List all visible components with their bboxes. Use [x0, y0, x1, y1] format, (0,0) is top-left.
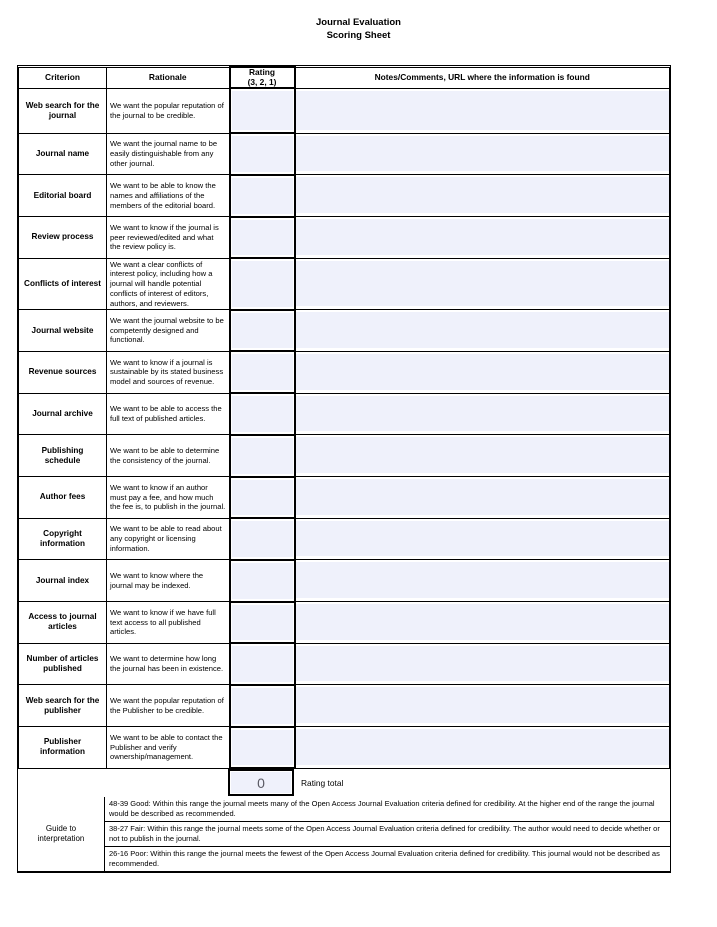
rationale-cell: We want to determine how long the journal has been in existence. [107, 643, 230, 685]
rating-input[interactable] [232, 178, 293, 214]
notes-cell [295, 88, 670, 133]
rationale-cell: We want to know where the journal may be indexed. [107, 560, 230, 602]
rating-cell [230, 518, 295, 560]
notes-cell [295, 310, 670, 352]
criterion-cell: Journal archive [19, 393, 107, 435]
rating-input[interactable] [232, 730, 293, 766]
criterion-cell: Conflicts of interest [19, 258, 107, 310]
guide-items [105, 797, 670, 870]
guide-item-poor [105, 846, 670, 871]
table-row [19, 88, 670, 133]
rating-cell [230, 175, 295, 217]
notes-input[interactable] [296, 562, 670, 598]
rationale-cell: We want the journal name to be easily distinguishable from any other journal. [107, 133, 230, 175]
notes-cell [295, 133, 670, 175]
rationale-cell: We want to be able to access the full text of published articles. [107, 393, 230, 435]
rationale-cell: We want the popular reputation of the journal to be credible. [107, 88, 230, 133]
rating-input[interactable] [232, 480, 293, 516]
evaluation-table [18, 66, 670, 769]
header-row [19, 67, 670, 88]
notes-cell [295, 602, 670, 644]
criterion-cell: Web search for the publisher [19, 685, 107, 727]
rating-input[interactable] [232, 220, 293, 256]
header-notes: Notes/Comments, URL where the information is found [295, 67, 670, 88]
evaluation-sheet [17, 65, 671, 873]
criterion-cell: Publishing schedule [19, 435, 107, 477]
rationale-cell: We want to be able to contact the Publisher and verify ownership/management. [107, 727, 230, 769]
rationale-cell: We want the journal website to be competently designed and functional. [107, 310, 230, 352]
table-row [19, 310, 670, 352]
page-title [0, 17, 717, 42]
notes-cell [295, 175, 670, 217]
criterion-cell: Copyright information [19, 518, 107, 560]
notes-cell [295, 643, 670, 685]
rating-total-value: 0 [257, 774, 265, 791]
rating-input[interactable] [232, 438, 293, 474]
notes-cell [295, 560, 670, 602]
rating-cell [230, 685, 295, 727]
table-row [19, 217, 670, 259]
notes-cell [295, 393, 670, 435]
rating-cell [230, 435, 295, 477]
notes-input[interactable] [296, 177, 670, 213]
notes-input[interactable] [296, 136, 670, 172]
rating-cell [230, 602, 295, 644]
guide-item-fair [105, 821, 670, 846]
rationale-cell: We want a clear conflicts of interest policy, including how a journal will handle potential conflicts of interest of editors, authors, and reviewers. [107, 258, 230, 310]
criterion-cell: Editorial board [19, 175, 107, 217]
rating-cell [230, 217, 295, 259]
rationale-cell: We want to know if the journal is peer reviewed/edited and what the review policy is. [107, 217, 230, 259]
rating-cell [230, 88, 295, 133]
notes-input[interactable] [296, 219, 670, 255]
notes-cell [295, 435, 670, 477]
notes-cell [295, 258, 670, 310]
rating-cell [230, 560, 295, 602]
rating-input[interactable] [232, 521, 293, 557]
guide-label: Guide to interpretation [18, 797, 105, 870]
rating-input[interactable] [232, 354, 293, 390]
rationale-cell: We want to be able to read about any copyright or licensing information. [107, 518, 230, 560]
header-rating-line1: Rating [248, 67, 276, 77]
notes-cell [295, 351, 670, 393]
criterion-cell: Access to journal articles [19, 602, 107, 644]
criterion-cell: Journal index [19, 560, 107, 602]
rating-cell [230, 133, 295, 175]
guide-item-good-text: 48-39 Good: Within this range the journal meets many of the Open Access Journal Evaluation criteria defined for credibility. At the higher end of the range the journal would be described as recommended. [109, 799, 655, 819]
rationale-cell: We want to be able to determine the consistency of the journal. [107, 435, 230, 477]
criterion-cell: Revenue sources [19, 351, 107, 393]
notes-cell [295, 477, 670, 519]
rationale-cell: We want the popular reputation of the Publisher to be credible. [107, 685, 230, 727]
notes-input[interactable] [296, 604, 670, 640]
rating-input[interactable] [232, 646, 293, 682]
guide-section [18, 797, 670, 870]
rating-input[interactable] [232, 91, 293, 130]
criterion-cell: Web search for the journal [19, 88, 107, 133]
rating-cell [230, 393, 295, 435]
criterion-cell: Author fees [19, 477, 107, 519]
table-row [19, 685, 670, 727]
notes-input[interactable] [296, 91, 670, 130]
notes-input[interactable] [296, 396, 670, 432]
rating-input[interactable] [232, 313, 293, 349]
rating-input[interactable] [232, 136, 293, 172]
rating-input[interactable] [232, 396, 293, 432]
rating-input[interactable] [232, 688, 293, 724]
header-rationale: Rationale [107, 67, 230, 88]
header-criterion: Criterion [19, 67, 107, 88]
table-row [19, 727, 670, 769]
rating-input[interactable] [232, 261, 293, 307]
criterion-cell: Journal website [19, 310, 107, 352]
rating-cell [230, 477, 295, 519]
rating-total-row [18, 769, 670, 797]
notes-input[interactable] [296, 521, 670, 557]
table-row [19, 393, 670, 435]
table-row [19, 643, 670, 685]
guide-item-fair-text: 38-27 Fair: Within this range the journal meets some of the Open Access Journal Evaluation criteria defined for credibility. The author would need to decide whether or not to publish in the journal. [109, 824, 660, 844]
rationale-cell: We want to know if we have full text access to all published articles. [107, 602, 230, 644]
rationale-cell: We want to know if a journal is sustainable by its stated business model and sources of revenue. [107, 351, 230, 393]
notes-cell [295, 518, 670, 560]
title-line-2: Scoring Sheet [326, 29, 391, 41]
notes-input[interactable] [296, 354, 670, 390]
notes-cell [295, 217, 670, 259]
notes-cell [295, 685, 670, 727]
notes-input[interactable] [296, 479, 670, 515]
table-row [19, 435, 670, 477]
table-row [19, 560, 670, 602]
guide-item-poor-text: 26-16 Poor: Within this range the journal meets the fewest of the Open Access Journal Evaluation criteria defined for credibility. This journal would not be described as recommended. [109, 848, 660, 868]
rating-cell [230, 643, 295, 685]
rating-input[interactable] [232, 563, 293, 599]
rating-total-field[interactable] [228, 769, 294, 796]
notes-input[interactable] [296, 261, 670, 307]
rating-cell [230, 258, 295, 310]
rating-cell [230, 727, 295, 769]
rating-total-label: Rating total [301, 778, 344, 789]
criterion-cell: Review process [19, 217, 107, 259]
notes-input[interactable] [296, 312, 670, 348]
notes-input[interactable] [296, 646, 670, 682]
criterion-cell: Number of articles published [19, 643, 107, 685]
rating-input[interactable] [232, 605, 293, 641]
header-rating-line2: (3, 2, 1) [247, 76, 277, 87]
table-row [19, 518, 670, 560]
notes-cell [295, 727, 670, 769]
table-row [19, 477, 670, 519]
table-row [19, 175, 670, 217]
title-line-1: Journal Evaluation [316, 17, 401, 28]
table-row [19, 351, 670, 393]
table-row [19, 133, 670, 175]
rating-cell [230, 310, 295, 352]
rating-cell [230, 351, 295, 393]
rationale-cell: We want to be able to know the names and affiliations of the members of the editorial board. [107, 175, 230, 217]
notes-input[interactable] [296, 729, 670, 765]
criterion-cell: Journal name [19, 133, 107, 175]
notes-input[interactable] [296, 437, 670, 473]
criterion-cell: Publisher information [19, 727, 107, 769]
table-row [19, 602, 670, 644]
table-row [19, 258, 670, 310]
guide-item-good [105, 797, 670, 821]
header-rating [230, 67, 295, 88]
notes-input[interactable] [296, 687, 670, 723]
rationale-cell: We want to know if an author must pay a fee, and how much the fee is, to publish in the journal. [107, 477, 230, 519]
